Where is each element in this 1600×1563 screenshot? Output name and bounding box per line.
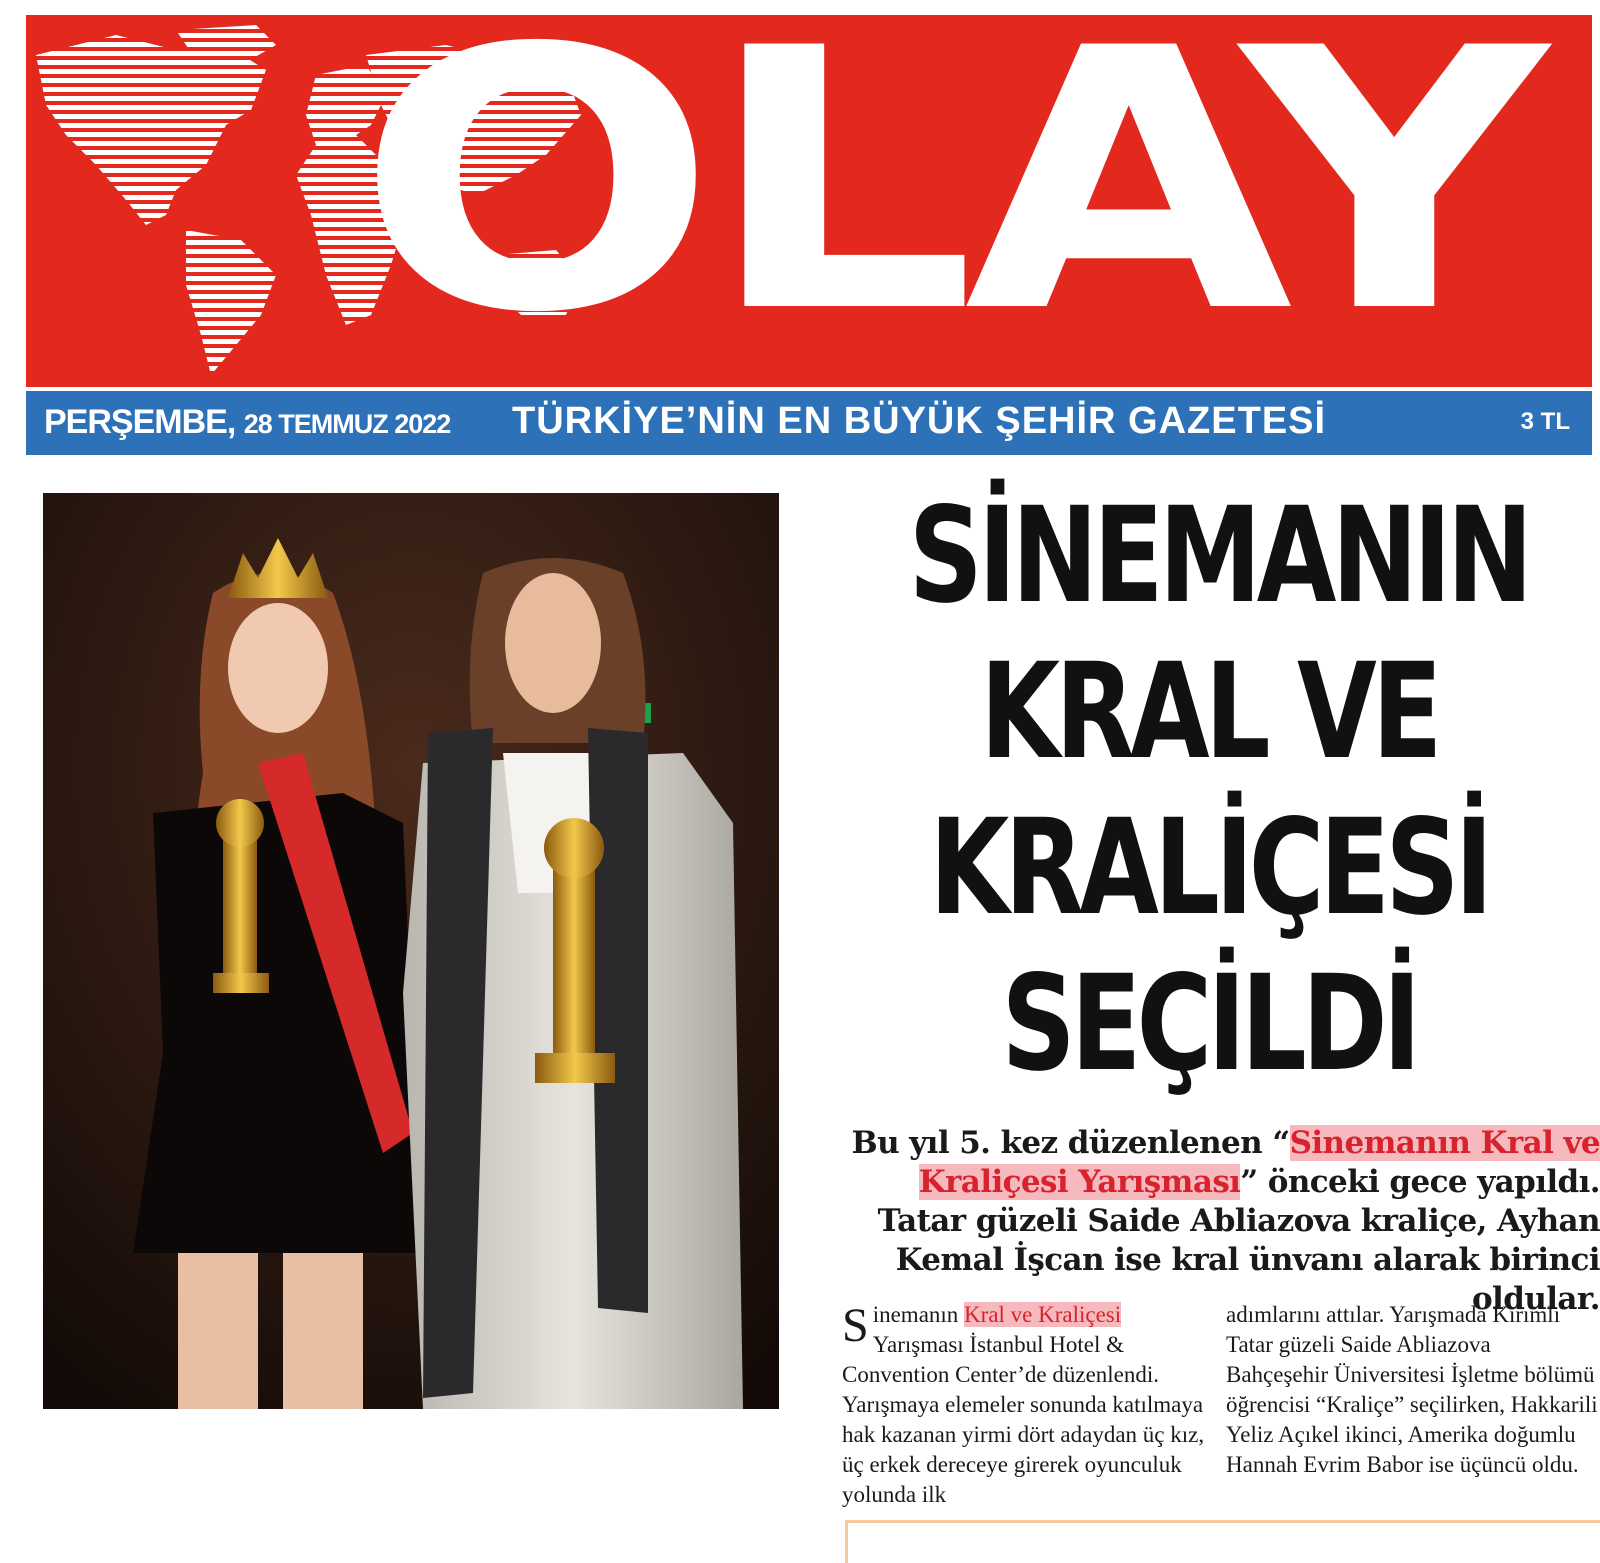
- col1-text-b: Yarışması İstanbul Hotel & Convention Center’de düzenlendi. Yarışmaya elemeler sonunda katılmaya hak kazanan yirmi dört adaydan üç kız, üç erkek dereceye girerek oyunculuk yolunda ilk: [842, 1332, 1205, 1507]
- dropcap: S: [842, 1299, 869, 1352]
- headline: [824, 478, 1594, 1102]
- lead-text-1: Bu yıl 5. kez düzenlenen “: [851, 1125, 1290, 1161]
- article-photo: [43, 493, 779, 1409]
- issue-date-text: 28 TEMMUZ 2022: [243, 409, 451, 439]
- dateline-bar: [26, 391, 1592, 455]
- col1-text-a: inemanın: [872, 1302, 965, 1327]
- next-article-box: [845, 1520, 1600, 1563]
- issue-day: PERŞEMBE,: [44, 403, 236, 441]
- headline-line-1: SİNEMANIN: [908, 479, 1529, 633]
- col1-highlight: Kral ve Kraliçesi: [964, 1302, 1122, 1327]
- lead-highlight: Sinemanın Kral ve Kraliçesi Yarışması: [918, 1125, 1600, 1200]
- issue-date: [44, 403, 450, 442]
- headline-line-3: KRALİÇESİ: [929, 791, 1489, 945]
- body-column-1: [842, 1300, 1207, 1510]
- headline-line-2: KRAL VE: [980, 635, 1438, 789]
- photo-illustration: [43, 493, 779, 1409]
- lead-paragraph: [840, 1124, 1600, 1319]
- lead-text-2: ” önceki gece yapıldı. Tatar güzeli Saide Abliazova kraliçe, Ayhan Kemal İşcan ise kral ünvanı alarak birinci oldular.: [877, 1164, 1600, 1317]
- slogan: TÜRKİYE’NİN EN BÜYÜK ŞEHİR GAZETESİ: [512, 400, 1327, 442]
- price: 3 TL: [1520, 408, 1570, 435]
- headline-line-4: SEÇİLDİ: [1001, 947, 1417, 1101]
- body-column-2: adımlarını attılar. Yarışmada Kırımlı Tatar güzeli Saide Abliazova Bahçeşehir Üniversitesi İşletme bölümü öğrencisi “Kraliçe” seçilirken, Hakkarili Yeliz Açıkel ikinci, Amerika doğumlu Hannah Evrim Babor ise üçüncü oldu.: [1226, 1302, 1598, 1477]
- logo-title: OLAY: [356, 0, 1537, 391]
- masthead: [26, 0, 1592, 391]
